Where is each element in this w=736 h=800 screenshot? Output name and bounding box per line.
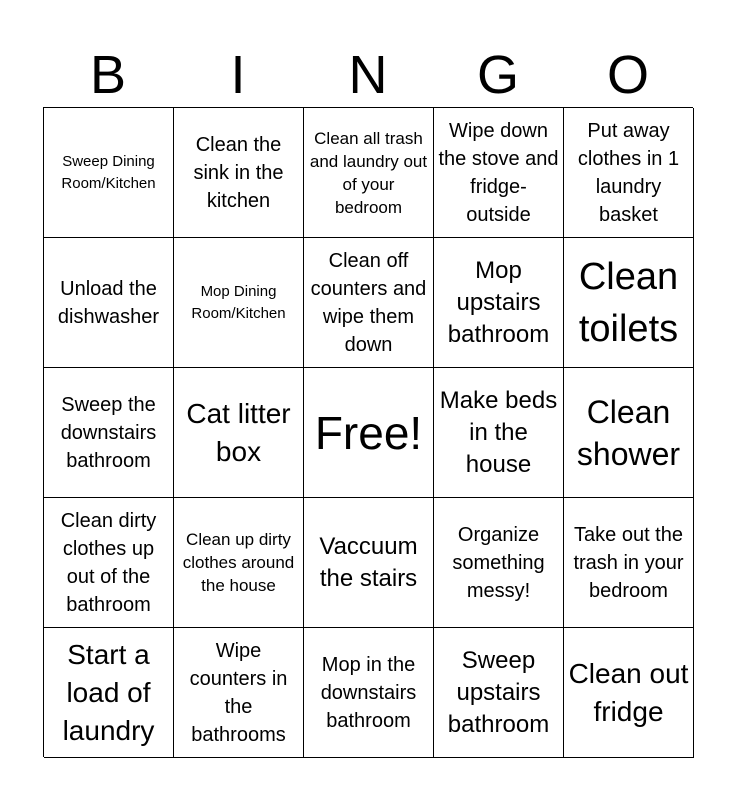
cell-label: Wipe down the stove and fridge- outside: [438, 119, 559, 226]
free-space[interactable]: [304, 368, 434, 498]
cell-label: Start a load of laundry: [62, 638, 155, 746]
bingo-cell[interactable]: [304, 628, 434, 758]
bingo-cell[interactable]: [434, 628, 564, 758]
bingo-cell[interactable]: [174, 108, 304, 238]
bingo-cell[interactable]: [304, 238, 434, 368]
bingo-cell[interactable]: [304, 498, 434, 628]
bingo-cell[interactable]: [564, 498, 694, 628]
cell-label: Mop upstairs bathroom: [447, 256, 550, 348]
header-letter-i: I: [230, 45, 246, 105]
bingo-cell[interactable]: [434, 498, 564, 628]
cell-label: Clean all trash and laundry out of your bedroom: [309, 128, 428, 217]
cell-label: Make beds in the house: [439, 386, 558, 478]
cell-label: Unload the dishwasher: [57, 277, 160, 328]
header-letter-n: N: [348, 45, 388, 105]
cell-label: Clean toilets: [578, 255, 679, 350]
bingo-cell[interactable]: [564, 108, 694, 238]
bingo-header: [43, 44, 693, 106]
cell-label: Clean off counters and wipe them down: [310, 249, 427, 356]
bingo-cell[interactable]: [564, 238, 694, 368]
bingo-cell[interactable]: [564, 628, 694, 758]
cell-label: Vaccuum the stairs: [319, 532, 418, 592]
cell-label: Mop Dining Room/Kitchen: [191, 282, 286, 322]
bingo-cell[interactable]: [174, 498, 304, 628]
cell-label: Cat litter box: [186, 397, 291, 467]
bingo-cell[interactable]: [174, 628, 304, 758]
bingo-cell[interactable]: [304, 108, 434, 238]
header-letter-g: G: [476, 45, 519, 105]
cell-label: Clean dirty clothes up out of the bathroom: [60, 509, 157, 616]
cell-label: Sweep upstairs bathroom: [447, 646, 550, 738]
cell-label: Organize something messy!: [452, 523, 545, 602]
cell-label: Sweep the downstairs bathroom: [60, 393, 157, 472]
cell-label: Free!: [314, 406, 423, 459]
bingo-cell[interactable]: [44, 628, 174, 758]
cell-label: Sweep Dining Room/Kitchen: [61, 152, 156, 192]
bingo-board: [43, 107, 693, 757]
cell-label: Mop in the downstairs bathroom: [320, 653, 417, 732]
bingo-cell[interactable]: [44, 498, 174, 628]
cell-label: Clean up dirty clothes around the house: [182, 530, 295, 595]
cell-label: Clean the sink in the kitchen: [193, 133, 284, 212]
bingo-cell[interactable]: [174, 368, 304, 498]
cell-label: Take out the trash in your bedroom: [573, 523, 684, 602]
header-letter-b: B: [89, 45, 127, 105]
bingo-cell[interactable]: [564, 368, 694, 498]
cell-label: Put away clothes in 1 laundry basket: [577, 119, 680, 226]
bingo-cell[interactable]: [44, 238, 174, 368]
cell-label: Wipe counters in the bathrooms: [189, 639, 288, 746]
cell-label: Clean out fridge: [568, 657, 689, 727]
cell-label: Clean shower: [576, 393, 681, 472]
bingo-cell[interactable]: [174, 238, 304, 368]
bingo-cell[interactable]: [44, 108, 174, 238]
bingo-cell[interactable]: [434, 238, 564, 368]
header-letter-o: O: [606, 45, 649, 105]
bingo-cell[interactable]: [434, 368, 564, 498]
bingo-cell[interactable]: [434, 108, 564, 238]
bingo-cell[interactable]: [44, 368, 174, 498]
